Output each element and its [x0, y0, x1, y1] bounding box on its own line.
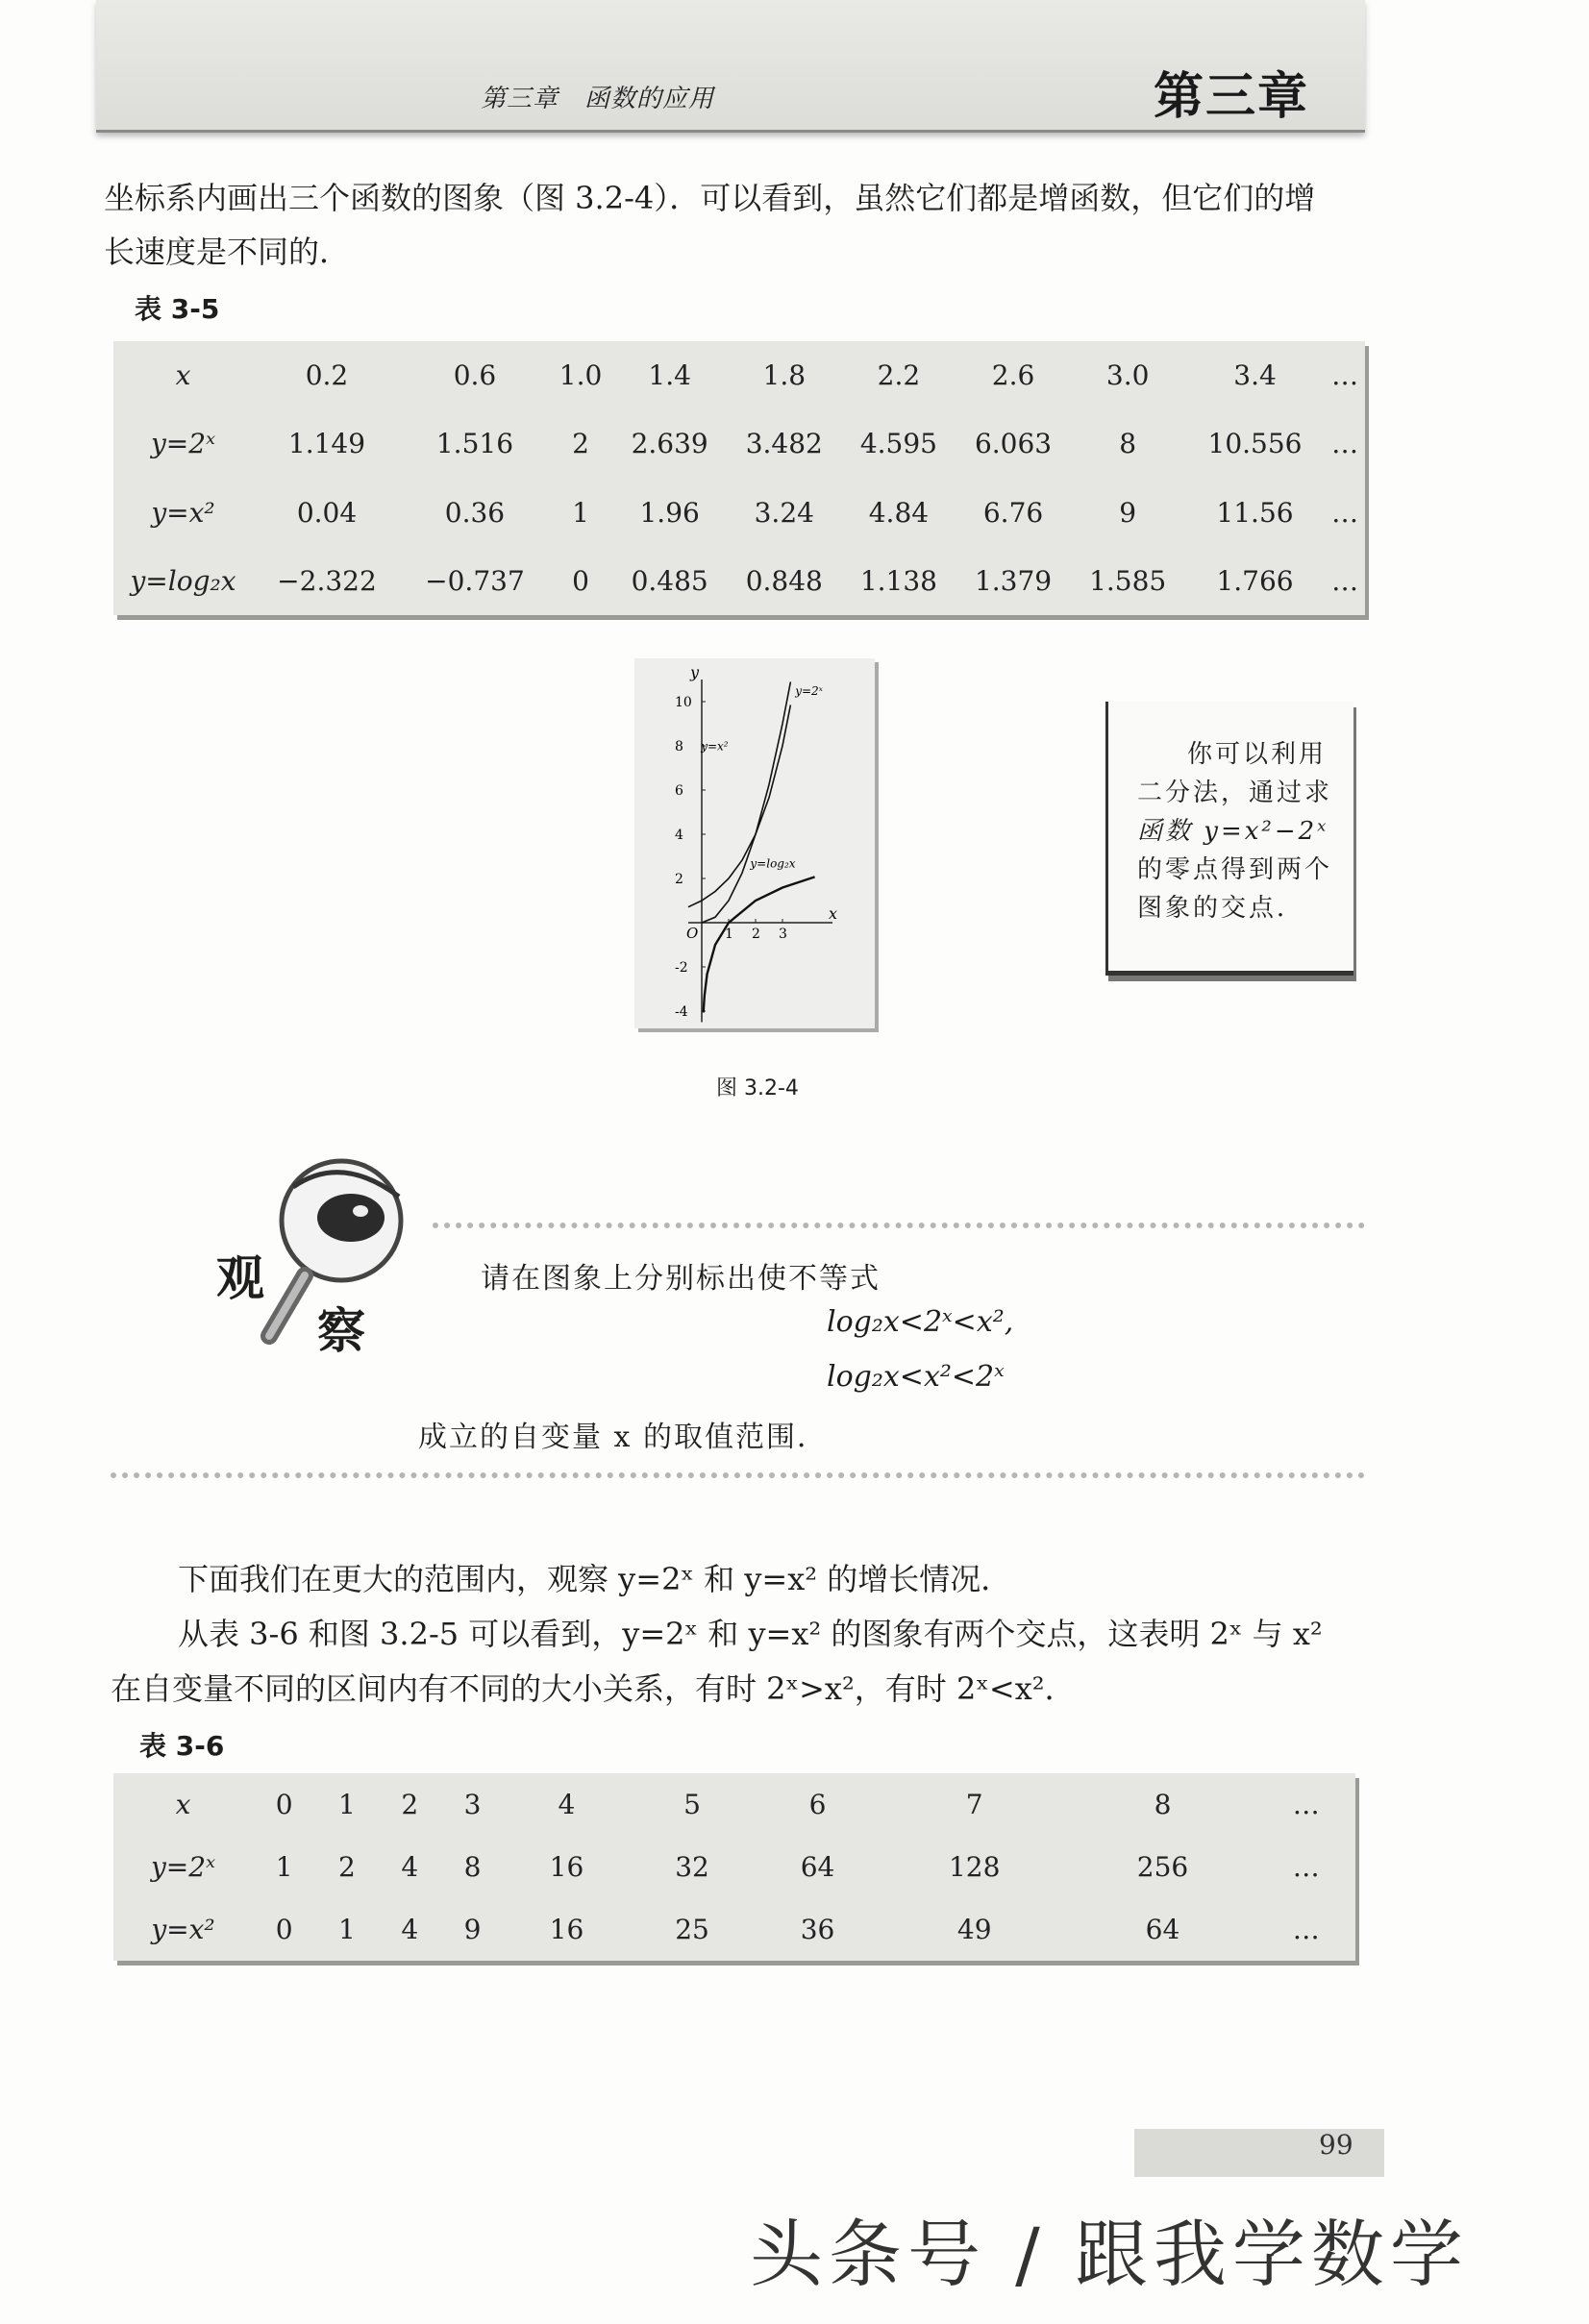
table-cell: 2 [401, 1789, 419, 1820]
table-cell: … [1292, 1789, 1320, 1820]
y-tick-label: 8 [675, 739, 683, 754]
table-3-5 [113, 341, 1365, 615]
table-cell: 0.485 [631, 564, 708, 597]
table-cell: 1.96 [639, 496, 700, 529]
table-cell: 2 [572, 428, 589, 460]
table-3-6 [113, 1773, 1355, 1961]
table-cell: 0 [572, 564, 589, 597]
table-cell: −0.737 [425, 564, 525, 597]
x-tick-label: 3 [779, 927, 787, 942]
row-label: x [175, 359, 191, 392]
table-cell: 25 [675, 1914, 709, 1945]
figure-caption: 图 3.2-4 [716, 1076, 799, 1100]
table-cell: … [1331, 564, 1359, 597]
observe-title-1: 观 [216, 1249, 264, 1306]
table-cell: … [1331, 359, 1359, 392]
watermark: 头条号 / 跟我学数学 [750, 2212, 1469, 2297]
table-cell: 2.6 [991, 359, 1035, 392]
row-label: y=x² [151, 496, 215, 529]
table-cell: 0.2 [305, 359, 349, 392]
table-cell: 11.56 [1216, 496, 1294, 529]
row-label: y=x² [151, 1914, 215, 1945]
table-cell: 0.04 [296, 496, 358, 529]
table-3-5-caption: 表 3-5 [135, 293, 220, 325]
table-cell: 3.0 [1105, 359, 1150, 392]
table-cell: 7 [965, 1789, 983, 1820]
table-cell: 8 [1154, 1789, 1172, 1820]
dotted-divider-bottom [111, 1472, 1365, 1478]
series-label: y=x² [701, 739, 729, 754]
y-axis-label: y [690, 663, 700, 681]
table-cell: 2.639 [631, 428, 708, 460]
table-row [113, 1898, 1355, 1961]
row-label: y=2ˣ [150, 1851, 216, 1883]
table-cell: … [1331, 496, 1359, 529]
table-cell: 6 [808, 1789, 827, 1820]
y-tick-label: 10 [675, 695, 692, 710]
table-cell: 1 [572, 496, 589, 529]
note-line: 图象的交点． [1137, 894, 1305, 923]
table-cell: 1 [275, 1851, 293, 1883]
table-cell: 4.84 [868, 496, 930, 529]
table-cell: 16 [549, 1851, 584, 1883]
table-cell: 1.585 [1089, 564, 1167, 597]
note-line: 你可以利用 [1187, 740, 1328, 769]
note-line: 二分法，通过求 [1137, 779, 1333, 807]
table-cell: 36 [800, 1914, 835, 1945]
body2-line-1: 下面我们在更大的范围内，观察 y=2ˣ 和 y=x² 的增长情况． [178, 1561, 1012, 1597]
table-cell: 9 [463, 1914, 482, 1945]
page-header [96, 0, 1365, 133]
side-note [1105, 702, 1353, 976]
table-cell: 3.24 [754, 496, 814, 529]
y-tick-label: 6 [675, 783, 683, 799]
table-cell: … [1292, 1851, 1320, 1883]
note-text [1137, 735, 1349, 927]
table-cell: 256 [1136, 1851, 1189, 1883]
table-cell: 4 [558, 1789, 576, 1820]
table-cell: 64 [800, 1851, 835, 1883]
origin-label: O [686, 925, 699, 942]
table-cell: 2 [338, 1851, 356, 1883]
table-cell: 4.595 [859, 428, 937, 460]
table-cell: 1.149 [287, 428, 366, 460]
table-cell: 0 [275, 1789, 293, 1820]
x-tick-label: 1 [725, 927, 733, 942]
table-cell: 3 [463, 1789, 482, 1820]
table-cell: 1.8 [762, 359, 807, 392]
table-cell: 6.76 [982, 496, 1044, 529]
table-row [113, 341, 1365, 409]
series-curve [688, 705, 790, 907]
series-label: y=2ˣ [795, 684, 823, 699]
table-row [113, 1773, 1355, 1836]
table-cell: −2.322 [277, 564, 377, 597]
dotted-divider-top [433, 1223, 1365, 1228]
series-label: y=log₂x [750, 856, 796, 871]
table-cell: 1.516 [435, 428, 514, 460]
running-head: 第三章 函数的应用 [481, 85, 715, 113]
table-3-6-caption: 表 3-6 [139, 1730, 225, 1762]
table-cell: 8 [1119, 428, 1137, 460]
table-cell: 1.0 [559, 359, 603, 392]
table-cell: 49 [956, 1914, 992, 1945]
table-cell: 16 [549, 1914, 584, 1945]
series-curve [704, 877, 815, 1012]
table-cell: 0.36 [444, 496, 506, 529]
table-cell: 128 [948, 1851, 1001, 1883]
figure-3-2-4 [634, 658, 875, 1028]
table-cell: 1.138 [859, 564, 937, 597]
table-cell: 1.766 [1216, 564, 1294, 597]
intro-line-2: 长速度是不同的． [104, 234, 351, 270]
table-cell: … [1292, 1914, 1320, 1945]
table-cell: 32 [675, 1851, 709, 1883]
observe-prompt: 请在图象上分别标出使不等式 [481, 1262, 881, 1296]
table-cell: 64 [1145, 1914, 1180, 1945]
observe-title-2: 察 [317, 1302, 365, 1359]
table-cell: 1 [338, 1914, 356, 1945]
y-tick-label: -2 [675, 960, 688, 976]
row-label: x [175, 1789, 191, 1820]
table-cell: 3.4 [1233, 359, 1277, 392]
table-cell: 8 [463, 1851, 482, 1883]
observe-closing: 成立的自变量 x 的取值范围． [418, 1421, 828, 1454]
table-cell: 1 [338, 1789, 356, 1820]
table-cell: 2.2 [877, 359, 921, 392]
row-label: y=log₂x [130, 564, 236, 597]
x-axis-label: x [829, 904, 838, 923]
table-row [113, 1836, 1355, 1898]
table-cell: 4 [401, 1914, 419, 1945]
x-tick-label: 2 [752, 927, 760, 942]
table-cell: 0 [275, 1914, 293, 1945]
table-row [113, 479, 1365, 547]
function-graph [634, 658, 875, 1028]
table-cell: 9 [1119, 496, 1137, 529]
table-cell: 4 [401, 1851, 419, 1883]
y-tick-label: -4 [675, 1004, 688, 1020]
table-row [113, 409, 1365, 478]
table-cell: 6.063 [974, 428, 1053, 460]
page-number: 99 [1319, 2129, 1353, 2161]
row-label: y=2ˣ [150, 428, 216, 460]
table-cell: 5 [683, 1789, 701, 1820]
intro-line-1: 坐标系内画出三个函数的图象（图 3.2-4）．可以看到，虽然它们都是增函数，但它们的增 [104, 180, 1316, 216]
table-cell: 0.6 [453, 359, 497, 392]
y-tick-label: 2 [675, 872, 683, 887]
chapter-tab: 第三章 [1154, 68, 1310, 126]
body2-line-3: 在自变量不同的区间内有不同的大小关系，有时 2ˣ>x²，有时 2ˣ<x²． [111, 1670, 1076, 1707]
inequality-2: log₂x<x²<2ˣ [827, 1360, 1005, 1394]
table-row [113, 547, 1365, 615]
y-tick-label: 4 [675, 828, 683, 843]
body2-line-2: 从表 3-6 和图 3.2-5 可以看到，y=2ˣ 和 y=x² 的图象有两个交点，这表明 2ˣ 与 x² [178, 1616, 1323, 1652]
table-cell: 0.848 [745, 564, 823, 597]
table-cell: 10.556 [1207, 428, 1303, 460]
table-cell: … [1331, 428, 1359, 460]
inequality-1: log₂x<2ˣ<x², [827, 1305, 1014, 1339]
series-curve [702, 682, 790, 924]
note-line: 的零点得到两个 [1137, 855, 1333, 884]
table-cell: 3.482 [745, 428, 823, 460]
note-line: 函数 y=x²−2ˣ [1137, 817, 1329, 846]
table-cell: 1.379 [974, 564, 1053, 597]
table-cell: 1.4 [648, 359, 691, 392]
